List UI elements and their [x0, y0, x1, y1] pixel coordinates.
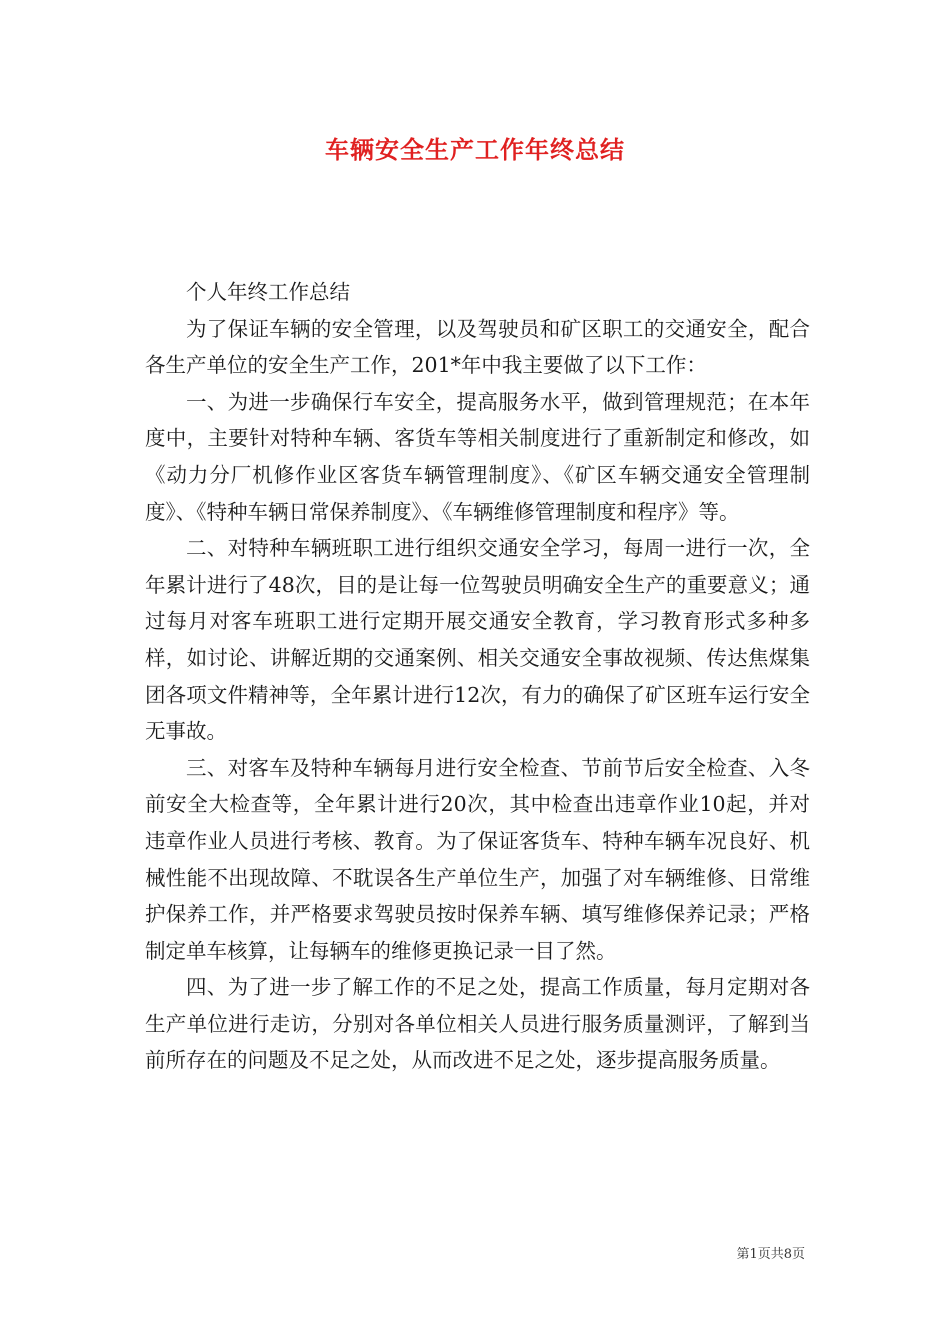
document-body	[145, 274, 810, 1079]
paragraph-heading: 个人年终工作总结	[186, 280, 350, 304]
paragraph-intro: 为了保证车辆的安全管理，以及驾驶员和矿区职工的交通安全，配合各生产单位的安全生产工作，201*年中我主要做了以下工作：	[145, 316, 810, 378]
paragraph-item-1: 一、为进一步确保行车安全，提高服务水平，做到管理规范；在本年度中，主要针对特种车辆、客货车等相关制度进行了重新制定和修改，如《动力分厂机修作业区客货车辆管理制度》、《矿区车辆交通安全管理制度》、《特种车辆日常保养制度》、《车辆维修管理制度和程序》等。	[145, 389, 810, 524]
document-title: 车辆安全生产工作年终总结	[325, 135, 625, 164]
paragraph-item-3: 三、对客车及特种车辆每月进行安全检查、节前节后安全检查、入冬前安全大检查等，全年累计进行20次，其中检查出违章作业10起，并对违章作业人员进行考核、教育。为了保证客货车、特种车辆车况良好、机械性能不出现故障、不耽误各生产单位生产，加强了对车辆维修、日常维护保养工作，并严格要求驾驶员按时保养车辆、填写维修保养记录；严格制定单车核算，让每辆车的维修更换记录一目了然。	[145, 755, 810, 963]
paragraph-item-4: 四、为了进一步了解工作的不足之处，提高工作质量，每月定期对各生产单位进行走访，分别对各单位相关人员进行服务质量测评，了解到当前所存在的问题及不足之处，从而改进不足之处，逐步提高服务质量。	[145, 975, 810, 1073]
paragraph-item-2: 二、对特种车辆班职工进行组织交通安全学习，每周一进行一次，全年累计进行了48次，目的是让每一位驾驶员明确安全生产的重要意义；通过每月对客车班职工进行定期开展交通安全教育，学习教育形式多种多样，如讨论、讲解近期的交通案例、相关交通安全事故视频、传达焦煤集团各项文件精神等，全年累计进行12次，有力的确保了矿区班车运行安全无事故。	[145, 536, 810, 744]
page-number: 第1页共8页	[736, 1247, 805, 1262]
